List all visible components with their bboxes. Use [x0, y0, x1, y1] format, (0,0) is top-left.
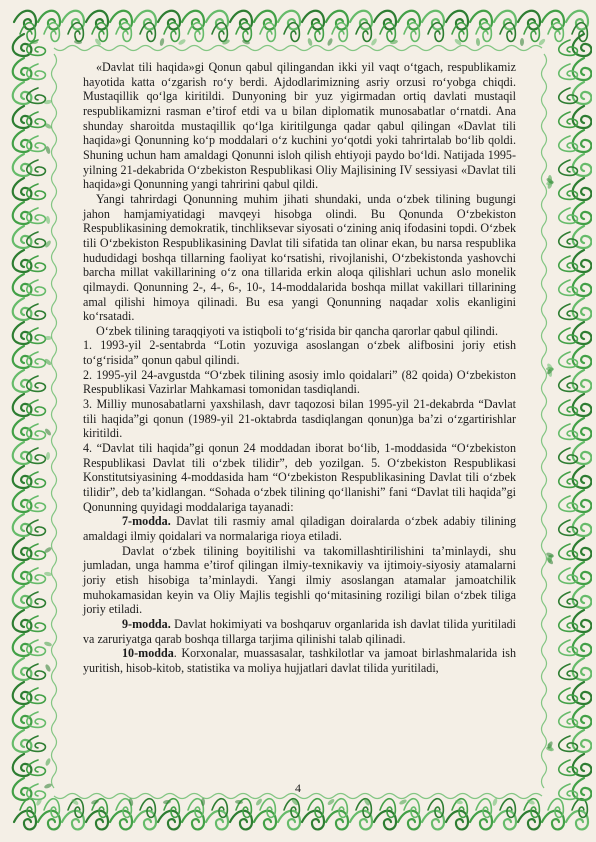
list-item-2: 2. 1995-yil 24-avgustda “O‘zbek tilining asosiy imlo qoidalari” (82 qoida) O‘zbekiston Respublikasi Vazirlar Mahkamasi tomonidan tasdiqlandi. — [83, 367, 516, 397]
list-item-3: 3. Milliy munosabatlarni yaxshilash, davr taqozosi bilan 1995-yil 21-dekabrda “Davlat tili haqida”gi qonun (1989-yil 21-oktabrda tasdiqlangan qonun)ga ba’zi o‘zgartirishlar kiritildi. — [83, 397, 516, 441]
list-item-4: 4. “Davlat tili haqida”gi qonun 24 moddadan iborat bo‘lib, 1-moddasida “O‘zbekiston Respublikasi Davlat tili o‘zbek tilidir”, deb yozilgan. 5. O‘zbekiston Respublikasi Konstitutsiyasining 4-moddasida ham “O‘zbekiston Respublikasining Davlat tili o‘zbek tilidir”, deb ta’kidlangan. “Sohada o‘zbek tilining qo‘llanishi” fani “Davlat tili haqida”gi Qonunning quyidagi moddalariga tayanadi: — [83, 441, 516, 514]
paragraph-decisions-intro: O‘zbek tilining taraqqiyoti va istiqboli to‘g‘risida bir qancha qarorlar qabul qilindi. — [96, 323, 499, 338]
article-10-text: . Korxonalar, muassasalar, tashkilotlar va jamoat birlashmalarida ish yuritish, hisob-kitob, statistika va moliya hujjatlari davlat tilida yuritiladi, — [83, 646, 516, 675]
page-number: 4 — [295, 781, 301, 795]
article-7-label: 7-modda. — [122, 514, 171, 529]
article-10-label: 10-modda — [122, 646, 174, 661]
paragraph-new-edition: Yangi tahrirdagi Qonunning muhim jihati shundaki, unda o‘zbek tilining bugungi jahon hamjamiyatidagi mavqeyi hisobga olindi. Bu Qonunda O‘zbekiston Respublikasining demokratik, tinchliksevar siyosati o‘zining aniq ifodasini topdi. O‘zbek tili O‘zbekiston Respublikasining Davlat tili sifatida tan olinar ekan, bu narsa respublika hududidagi boshqa tillarning faoliyat ko‘rsatishi, rivojlanishi, O‘zbekistonda yashovchi barcha millat vakillarining o‘z ona tillarida erkin aloqa qilishlari uchun aslo monelik qilmaydi. Qonunning 2-, 4-, 6-, 10-, 14-moddalarida boshqa millat vakillari tillarining amal qilishi himoya qilinadi. Bu esa yangi Qonunning naqadar xolis ekanligini ko‘rsatadi. — [83, 191, 516, 324]
paragraph-terminology: Davlat o‘zbek tilining boyitilishi va takomillashtirilishini ta’minlaydi, shu jumladan, unga hamma e’tirof qilingan ilmiy-texnikaviy va ijtimoiy-siyosiy atamalarni joriy etish hisobiga ta’minlaydi. Yangi ilmiy asoslangan atamalar jamoatchilik muhokamasidan keyin va Oliy Majlis tegishli qo‘mitasining roziligi bilan o‘zbek tiliga joriy etiladi. — [83, 543, 516, 617]
paragraph-qonun-history: «Davlat tili haqida»gi Qonun qabul qilingandan ikki yil vaqt o‘tgach, respublikamiz hayotida katta o‘zgarish ro‘y berdi. Ajdodlarimizning asriy orzusi ro‘yobga chiqdi. Mustaqillik qo‘lga kiritildi. Dunyoning bir yuz yigirmadan ortiq davlati mustaqil respublikamizni rasman e’tirof etdi va u bilan diplomatik munosabatlar o‘rnatdi. Ana shunday sharoitda mustaqillik qo‘lga kiritilgunga qadar qabul qilingan «Davlat tili haqida»gi Qonunning ko‘p moddalari o‘z kuchini yo‘qotdi yoki tahrirtalab bo‘lib qoldi. Shuning uchun ham amaldagi Qonunni isloh qilish ehtiyoji paydo bo‘ldi. Natijada 1995-yilning 21-dekabrida O‘zbekiston Respublikasi Oliy Majlisining IV sessiyasi «Davlat tili haqida»gi Qonunning yangi tahririni qabul qildi. — [83, 60, 516, 192]
article-9-text: Davlat hokimiyati va boshqaruv organlarida ish davlat tilida yuritiladi va zaruriyatga qarab boshqa tillarga tarjima qilinishi talab qilinadi. — [83, 616, 516, 646]
article-9-label: 9-modda. — [122, 616, 171, 631]
list-item-1: 1. 1993-yil 2-sentabrda “Lotin yozuviga asoslangan o‘zbek alifbosini joriy etish to‘g‘risida” qonun qabul qilindi. — [83, 338, 516, 368]
article-7-text: Davlat tili rasmiy amal qiladigan doiralarda o‘zbek adabiy tilining amaldagi ilmiy qoidalari va normalariga rioya etiladi. — [83, 514, 516, 543]
article-7 — [83, 514, 516, 543]
document-body — [83, 60, 516, 676]
article-9 — [83, 617, 516, 646]
article-10 — [83, 646, 516, 675]
